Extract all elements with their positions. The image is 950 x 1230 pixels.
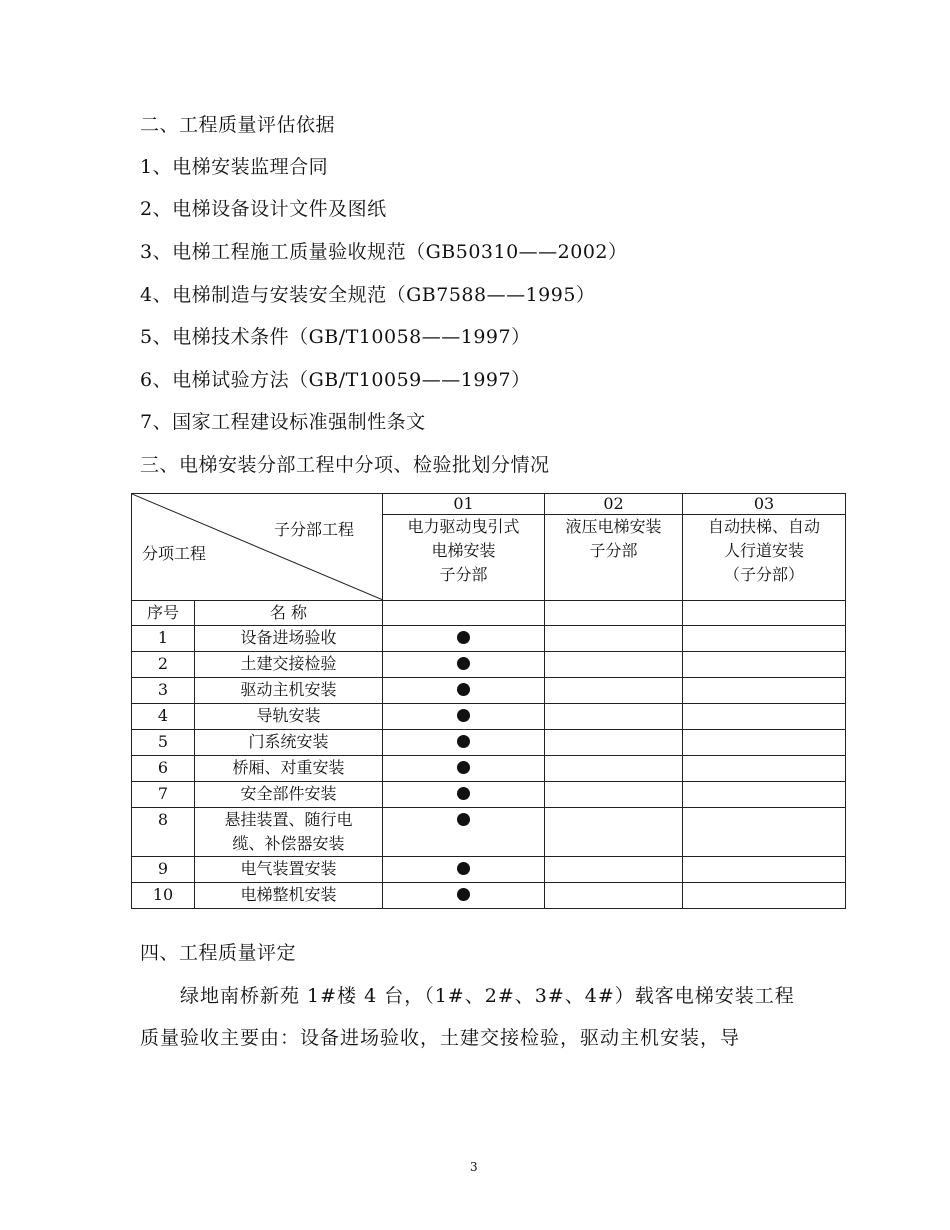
col-title-01-line3: 子分部 (439, 565, 488, 584)
basis-item-7: 7、国家工程建设标准强制性条文 (140, 411, 426, 433)
col-title-01-line2: 电梯安装 (431, 541, 496, 560)
col-title-02 (545, 515, 683, 601)
row-name-line: 电气装置安装 (240, 859, 337, 878)
row-mark-cell (383, 678, 545, 704)
table-row (132, 857, 846, 883)
col-code-02: 02 (545, 494, 683, 515)
row-number: 2 (132, 652, 195, 678)
row-name-line: 安全部件安装 (240, 784, 337, 803)
basis-item-4: 4、电梯制造与安装安全规范（GB7588——1995） (140, 284, 596, 306)
row-name-line: 缆、补偿器安装 (232, 834, 345, 853)
header-no: 序号 (132, 601, 195, 626)
row-name-line: 悬挂装置、随行电 (224, 810, 353, 829)
table-row (132, 652, 846, 678)
row-number: 8 (132, 808, 195, 857)
page-number: 3 (470, 1160, 478, 1174)
division-table (131, 493, 846, 909)
row-mark-cell (383, 808, 545, 857)
row-mark-cell (383, 857, 545, 883)
row-name (195, 782, 383, 808)
empty-cell (545, 883, 683, 909)
table-row (132, 808, 846, 857)
heading-3: 三、电梯安装分部工程中分项、检验批划分情况 (140, 454, 550, 476)
paragraph-line-1: 绿地南桥新苑 1#楼 4 台，（1#、2#、3#、4#）载客电梯安装工程 (180, 985, 795, 1007)
empty-cell (683, 678, 846, 704)
row-name-line: 电梯整机安装 (240, 885, 337, 904)
empty-cell (545, 730, 683, 756)
row-name (195, 678, 383, 704)
col-title-03-line2: 人行道安装 (723, 541, 804, 560)
table-row (132, 782, 846, 808)
diag-bottom-label: 分项工程 (142, 544, 207, 563)
row-name (195, 626, 383, 652)
table-row (132, 883, 846, 909)
row-name (195, 857, 383, 883)
basis-item-1: 1、电梯安装监理合同 (140, 156, 329, 178)
row-name-line: 设备进场验收 (240, 628, 337, 647)
filled-circle-icon (457, 761, 470, 774)
row-number: 6 (132, 756, 195, 782)
empty-cell (545, 626, 683, 652)
row-number: 4 (132, 704, 195, 730)
empty-cell (545, 756, 683, 782)
col-code-01: 01 (383, 494, 545, 515)
filled-circle-icon (457, 862, 470, 875)
empty-cell (683, 808, 846, 857)
table-row (132, 730, 846, 756)
empty-cell (683, 704, 846, 730)
row-name-line: 门系统安装 (248, 732, 329, 751)
basis-item-3: 3、电梯工程施工质量验收规范（GB50310——2002） (140, 241, 628, 263)
empty-cell (683, 730, 846, 756)
empty-cell (545, 808, 683, 857)
col-title-01 (383, 515, 545, 601)
table-row (132, 704, 846, 730)
diagonal-header-cell (132, 494, 383, 601)
table-row (132, 756, 846, 782)
paragraph-line-2: 质量验收主要由：设备进场验收，土建交接检验，驱动主机安装，导 (140, 1027, 741, 1049)
row-name (195, 704, 383, 730)
empty-cell (545, 652, 683, 678)
heading-4: 四、工程质量评定 (140, 942, 297, 964)
row-number: 1 (132, 626, 195, 652)
row-number: 9 (132, 857, 195, 883)
filled-circle-icon (457, 683, 470, 696)
row-mark-cell (383, 730, 545, 756)
row-number: 10 (132, 883, 195, 909)
row-name (195, 652, 383, 678)
filled-circle-icon (457, 631, 470, 644)
filled-circle-icon (457, 657, 470, 670)
row-name-line: 导轨安装 (256, 706, 321, 725)
row-mark-cell (383, 652, 545, 678)
row-number: 3 (132, 678, 195, 704)
empty-cell (545, 678, 683, 704)
col-title-03-line3: （子分部） (723, 565, 804, 584)
header-name: 名 称 (195, 601, 383, 626)
row-mark-cell (383, 883, 545, 909)
empty-cell (545, 782, 683, 808)
empty-cell (683, 857, 846, 883)
basis-item-6: 6、电梯试验方法（GB/T10059——1997） (140, 369, 531, 391)
empty-cell (683, 601, 846, 626)
empty-cell (545, 857, 683, 883)
empty-cell (545, 601, 683, 626)
row-name (195, 730, 383, 756)
filled-circle-icon (457, 888, 470, 901)
table-row (132, 626, 846, 652)
basis-item-5: 5、电梯技术条件（GB/T10058——1997） (140, 326, 531, 348)
empty-cell (545, 704, 683, 730)
row-mark-cell (383, 626, 545, 652)
empty-cell (683, 652, 846, 678)
filled-circle-icon (457, 735, 470, 748)
row-name-line: 桥厢、对重安装 (232, 758, 345, 777)
row-name-line: 土建交接检验 (240, 654, 337, 673)
row-mark-cell (383, 756, 545, 782)
empty-cell (383, 601, 545, 626)
filled-circle-icon (457, 709, 470, 722)
empty-cell (683, 626, 846, 652)
filled-circle-icon (457, 813, 470, 826)
empty-cell (683, 782, 846, 808)
row-number: 7 (132, 782, 195, 808)
filled-circle-icon (457, 787, 470, 800)
row-number: 5 (132, 730, 195, 756)
empty-cell (683, 883, 846, 909)
table-row (132, 678, 846, 704)
col-title-03-line1: 自动扶梯、自动 (707, 517, 820, 536)
basis-item-2: 2、电梯设备设计文件及图纸 (140, 198, 387, 220)
diag-top-label: 子分部工程 (273, 520, 354, 539)
heading-2: 二、工程质量评估依据 (140, 114, 336, 136)
col-code-03: 03 (683, 494, 846, 515)
row-name-line: 驱动主机安装 (240, 680, 337, 699)
col-title-02-line1: 液压电梯安装 (565, 517, 662, 536)
row-mark-cell (383, 704, 545, 730)
row-name (195, 808, 383, 857)
col-title-03 (683, 515, 846, 601)
col-title-01-line1: 电力驱动曳引式 (407, 517, 520, 536)
row-name (195, 883, 383, 909)
empty-cell (683, 756, 846, 782)
col-title-02-line2: 子分部 (589, 541, 638, 560)
row-name (195, 756, 383, 782)
row-mark-cell (383, 782, 545, 808)
